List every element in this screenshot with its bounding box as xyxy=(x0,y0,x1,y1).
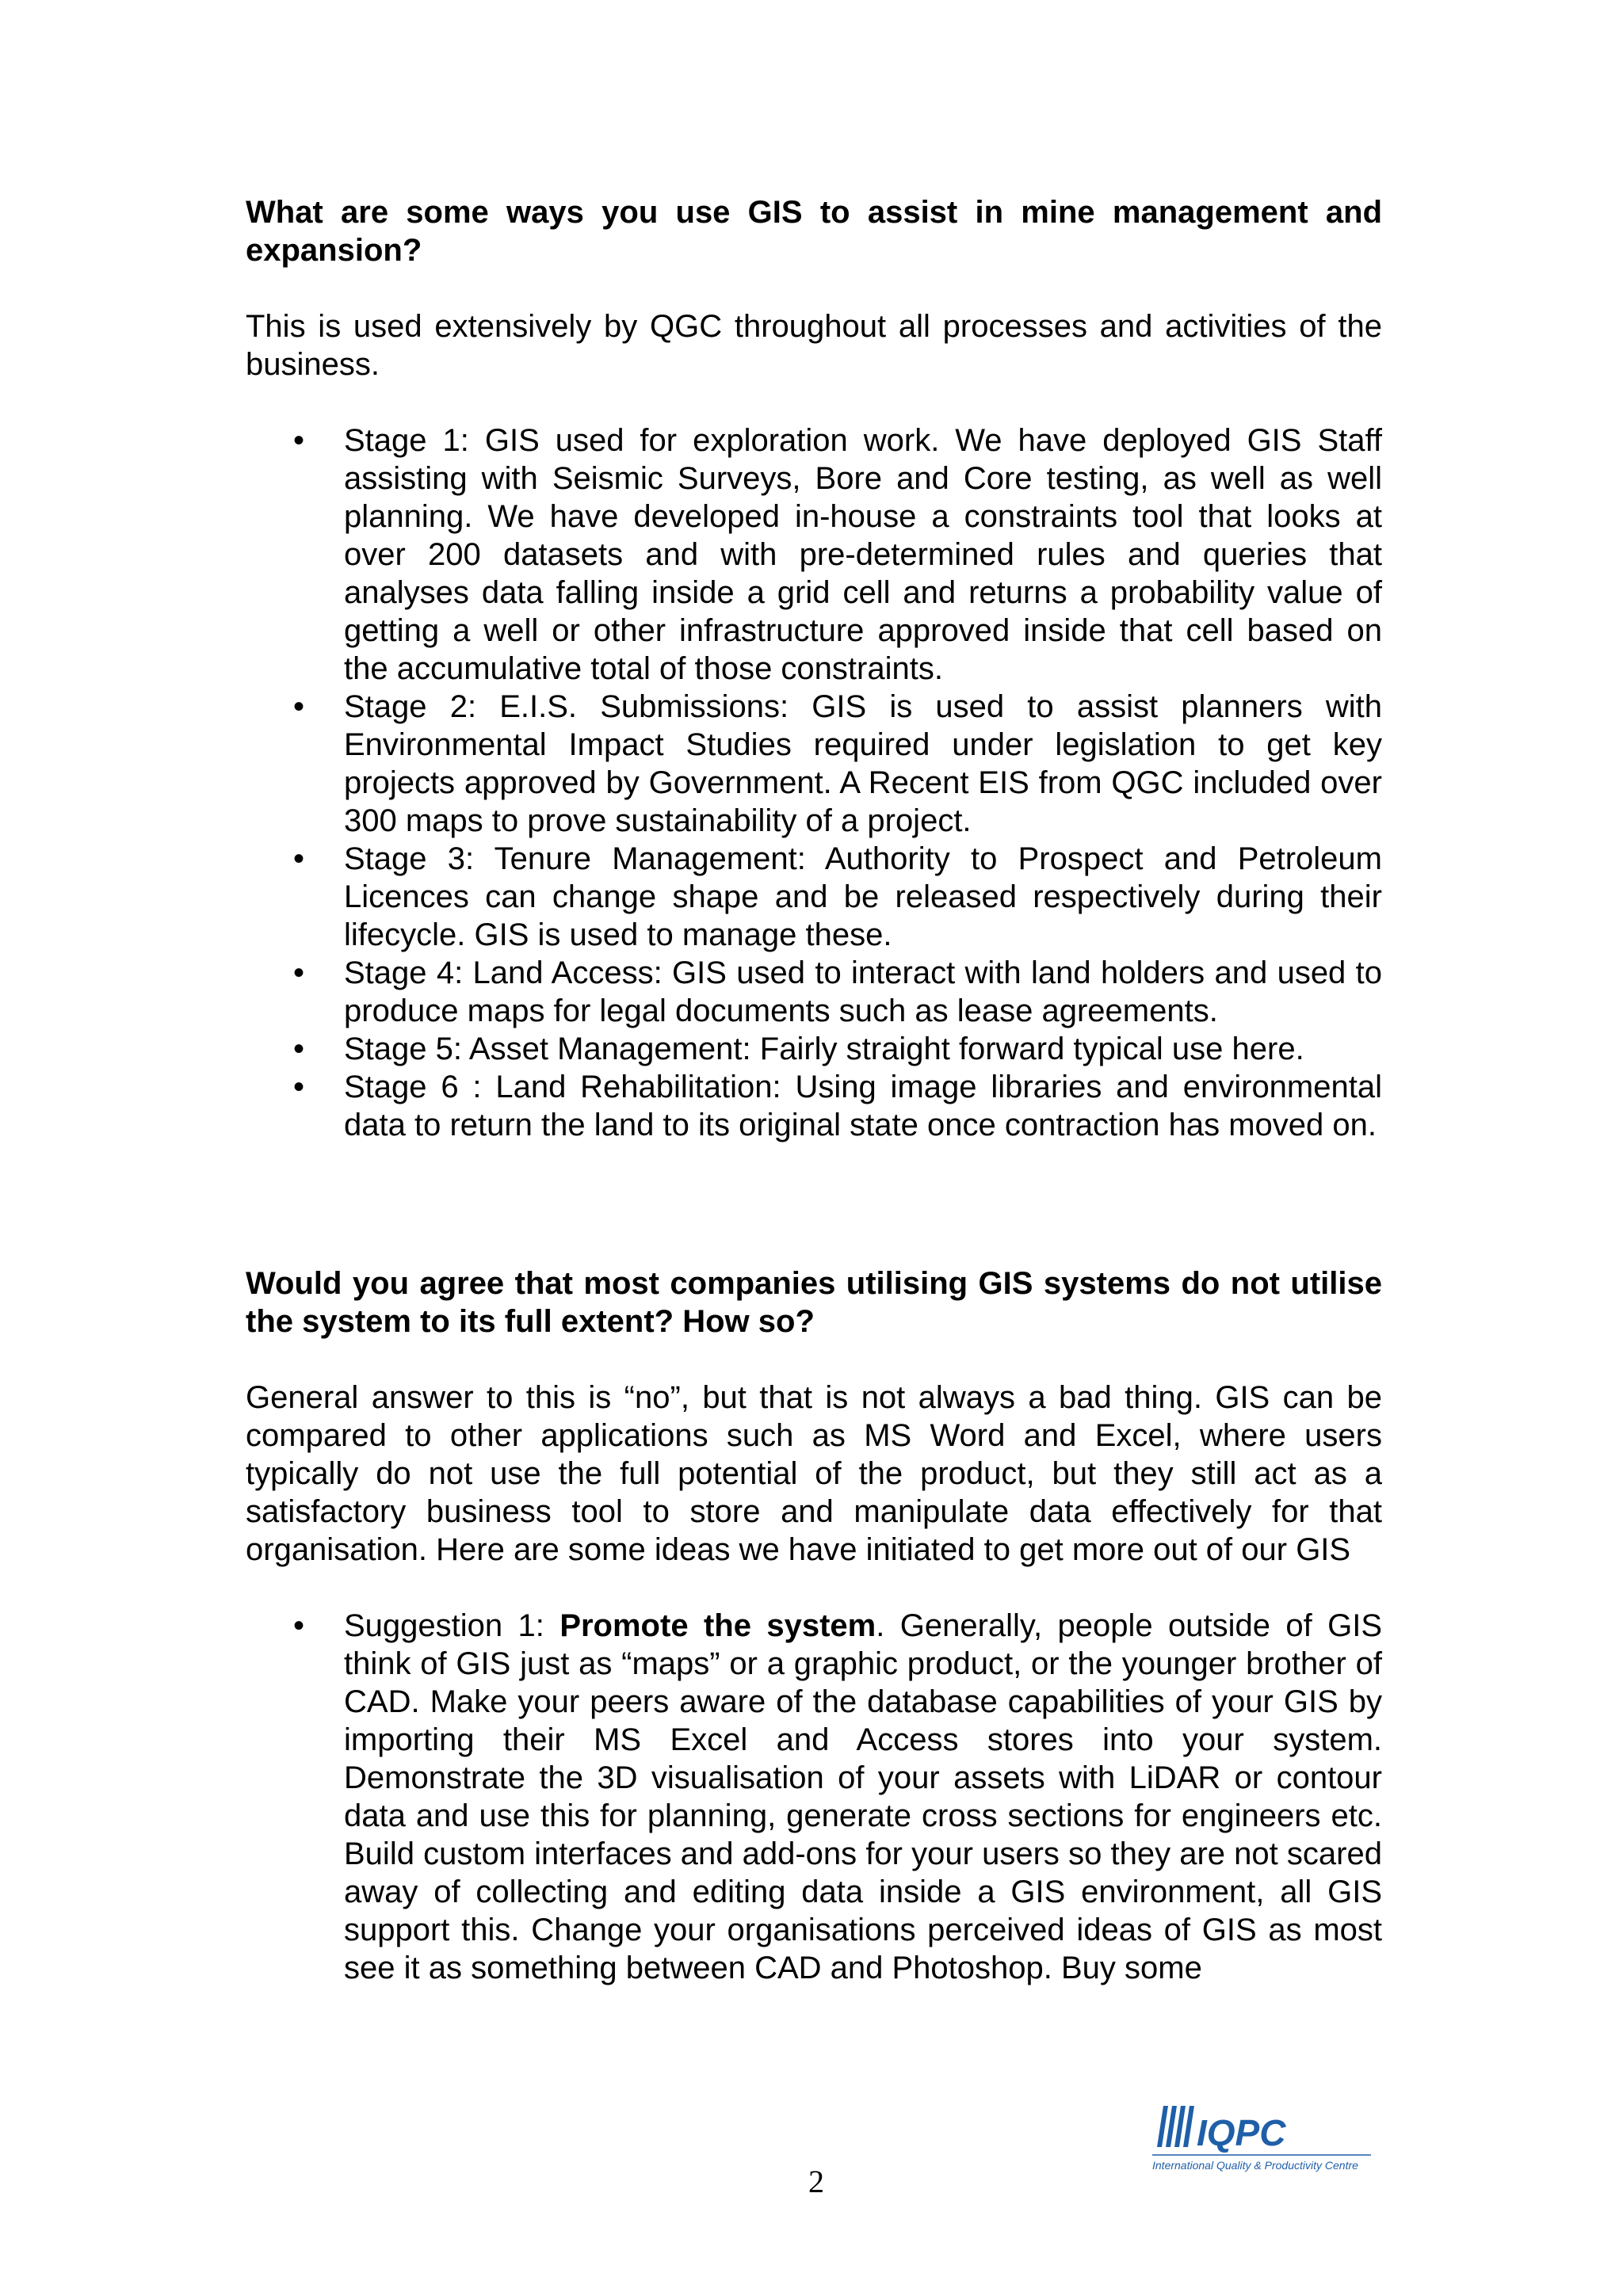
bullet-icon: • xyxy=(293,1070,305,1104)
bullet-icon: • xyxy=(293,841,305,876)
iqpc-logo-icon xyxy=(1141,2092,1379,2187)
question-heading-2: Would you agree that most companies utilising GIS systems do not utilise the system to its full extent? How so? xyxy=(246,1266,1382,1339)
page-number: 2 xyxy=(808,2164,824,2199)
bullet-icon: • xyxy=(293,955,305,990)
bullet-icon: • xyxy=(293,689,305,724)
list-item: • Stage 1: GIS used for exploration work. We have deployed GIS Staff assisting with Seismic Surveys, Bore and Core testing, as well as well planning. We have developed in-house a constraints tool that looks at over 200 datasets and with pre-determined rules and queries that analyses data falling inside a grid cell and returns a probability value of getting a well or other infrastructure approved inside that cell based on the accumulative total of those constraints. xyxy=(293,423,1382,686)
list-item: • Suggestion 1: Promote the system. Generally, people outside of GIS think of GIS just as “maps” or a graphic product, or the younger brother of CAD. Make your peers aware of the database capabilities of your GIS by importing their MS Excel and Access stores into your system. Demonstrate the 3D visualisation of your assets with LiDAR or contour data and use this for planning, generate cross sections for engineers etc. Build custom interfaces and add-ons for your users so they are not scared away of collecting and editing data inside a GIS environment, all GIS support this. Change your organisations perceived ideas of GIS as most see it as something between CAD and Photoshop. Buy some xyxy=(293,1608,1382,1985)
question-heading-1: What are some ways you use GIS to assist in mine management and expansion? xyxy=(246,195,1382,268)
suggestion-list xyxy=(246,1607,1382,1987)
bullet-icon: • xyxy=(293,1608,305,1643)
list-item: • Stage 5: Asset Management: Fairly straight forward typical use here. xyxy=(293,1032,1304,1066)
logo-tagline: International Quality & Productivity Centre xyxy=(1152,2159,1358,2172)
answer-intro-2: General answer to this is “no”, but that is not always a bad thing. GIS can be compared to other applications such as MS Word and Excel, where users typically do not use the full potential of the product, but they still act as a satisfactory business tool to store and manipulate data effectively for that organisation. Here are some ideas we have initiated to get more out of our GIS xyxy=(246,1380,1382,1567)
list-item: • Stage 3: Tenure Management: Authority to Prospect and Petroleum Licences can change shape and be released respectively during their lifecycle. GIS is used to manage these. xyxy=(293,841,1382,952)
stage-list xyxy=(246,421,1382,1144)
answer-intro-1: This is used extensively by QGC throughout all processes and activities of the business. xyxy=(246,309,1382,382)
list-item: • Stage 4: Land Access: GIS used to interact with land holders and used to produce maps for legal documents such as lease agreements. xyxy=(293,955,1382,1028)
list-item: • Stage 2: E.I.S. Submissions: GIS is used to assist planners with Environmental Impact Studies required under legislation to get key projects approved by Government. A Recent EIS from QGC included over 300 maps to prove sustainability of a project. xyxy=(293,689,1382,838)
bullet-icon: • xyxy=(293,423,305,458)
logo-text: IQPC xyxy=(1197,2112,1286,2153)
bullet-icon: • xyxy=(293,1032,305,1066)
list-item: • Stage 6 : Land Rehabilitation: Using image libraries and environmental data to return the land to its original state once contraction has moved on. xyxy=(293,1070,1382,1142)
document-page xyxy=(246,193,1382,1987)
suggestion-emphasis: Promote the system xyxy=(559,1608,876,1643)
